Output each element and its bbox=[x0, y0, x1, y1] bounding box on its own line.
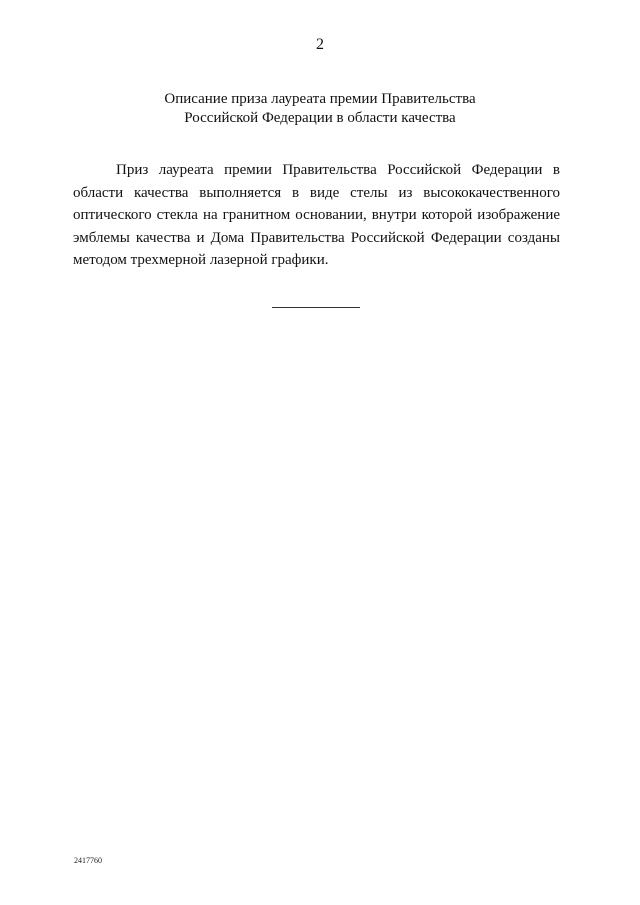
document-code: 2417760 bbox=[74, 856, 102, 865]
end-separator-line bbox=[272, 307, 360, 308]
page-number: 2 bbox=[316, 36, 324, 53]
document-title bbox=[0, 90, 640, 128]
document-title-line-1: Описание приза лауреата премии Правительства bbox=[164, 91, 476, 107]
document-title-line-2: Российской Федерации в области качества bbox=[184, 110, 456, 126]
body-paragraph: Приз лауреата премии Правительства Российской Федерации в области качества выполняется в виде стелы из высококачественного оптического стекла на гранитном основании, внутри которой изображение эмблемы качества и Дома Правительства Российской Федерации созданы методом трехмерной лазерной графики. bbox=[73, 162, 560, 268]
